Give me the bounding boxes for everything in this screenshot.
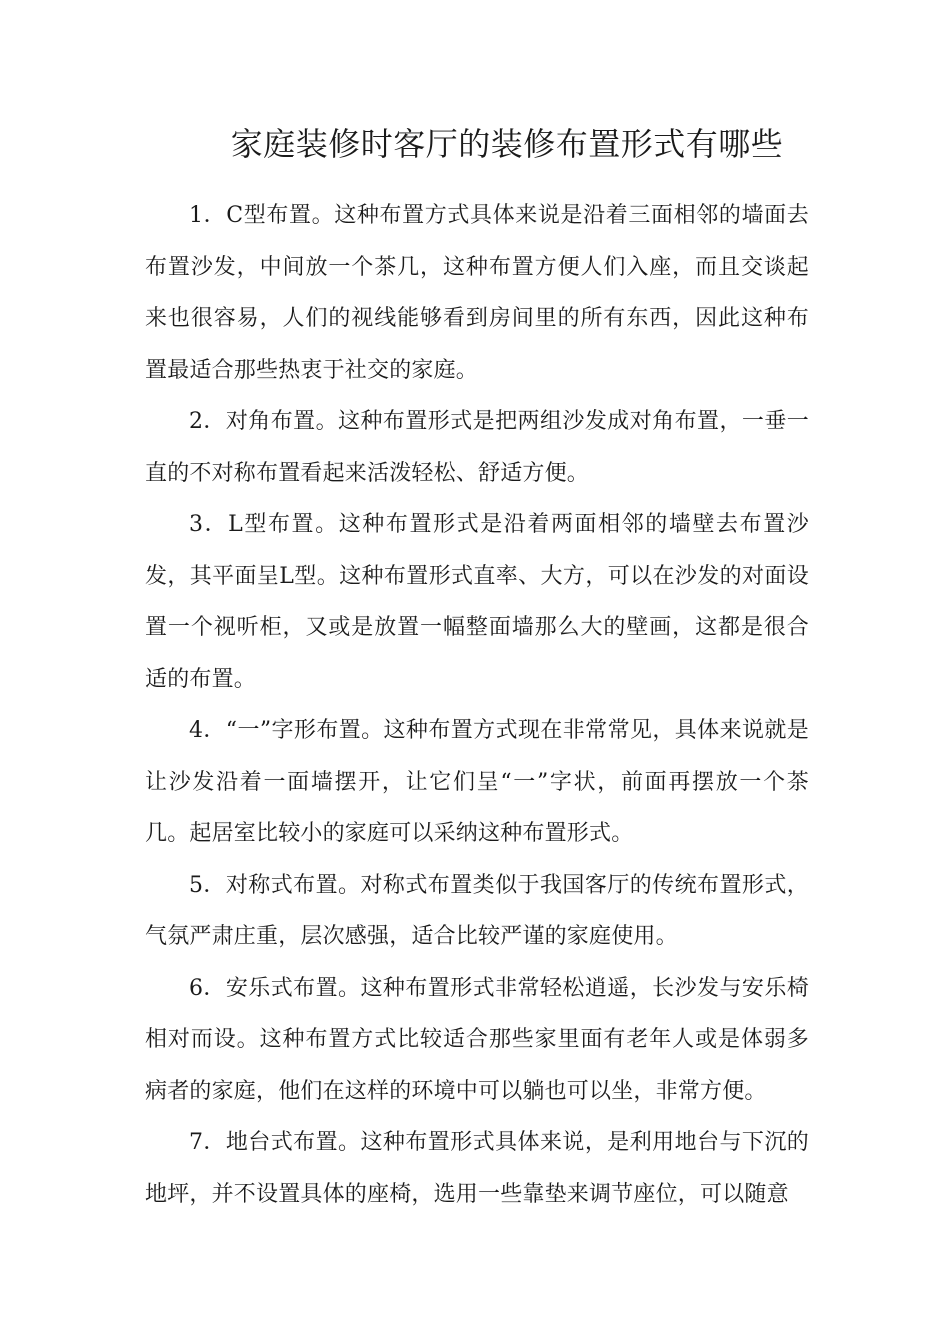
paragraph-diagonal-layout: 2．对角布置。这种布置形式是把两组沙发成对角布置，一垂一直的不对称布置看起来活泼轻松、舒适方便。: [145, 409, 809, 486]
paragraph-straight-layout: 4．“一”字形布置。这种布置方式现在非常常见，具体来说就是让沙发沿着一面墙摆开，让它们呈“一”字状，前面再摆放一个茶几。起居室比较小的家庭可以采纳这种布置形式。: [145, 718, 809, 846]
paragraph-symmetric-layout: 5．对称式布置。对称式布置类似于我国客厅的传统布置形式，气氛严肃庄重，层次感强，适合比较严谨的家庭使用。: [145, 872, 809, 949]
paragraph-comfort-layout: 6．安乐式布置。这种布置形式非常轻松逍遥，长沙发与安乐椅相对而设。这种布置方式比较适合那些家里面有老年人或是体弱多病者的家庭，他们在这样的环境中可以躺也可以坐，非常方便。: [145, 975, 809, 1104]
paragraph-c-layout: 1．C型布置。这种布置方式具体来说是沿着三面相邻的墙面去布置沙发，中间放一个茶几，这种布置方便人们入座，而且交谈起来也很容易，人们的视线能够看到房间里的所有东西，因此这种布置最适合那些热衷于社交的家庭。: [145, 203, 809, 383]
paragraph-platform-layout: 7．地台式布置。这种布置形式具体来说，是利用地台与下沉的地坪，并不设置具体的座椅，选用一些靠垫来调节座位，可以随意: [145, 1130, 809, 1207]
paragraph-l-layout: 3．L型布置。这种布置形式是沿着两面相邻的墙壁去布置沙发，其平面呈L型。这种布置形式直率、大方，可以在沙发的对面设置一个视听柜，又或是放置一幅整面墙那么大的壁画，这都是很合适的布置。: [145, 512, 809, 692]
document-title: 家庭装修时客厅的装修布置形式有哪些: [230, 125, 784, 163]
document-body: [145, 190, 809, 1220]
